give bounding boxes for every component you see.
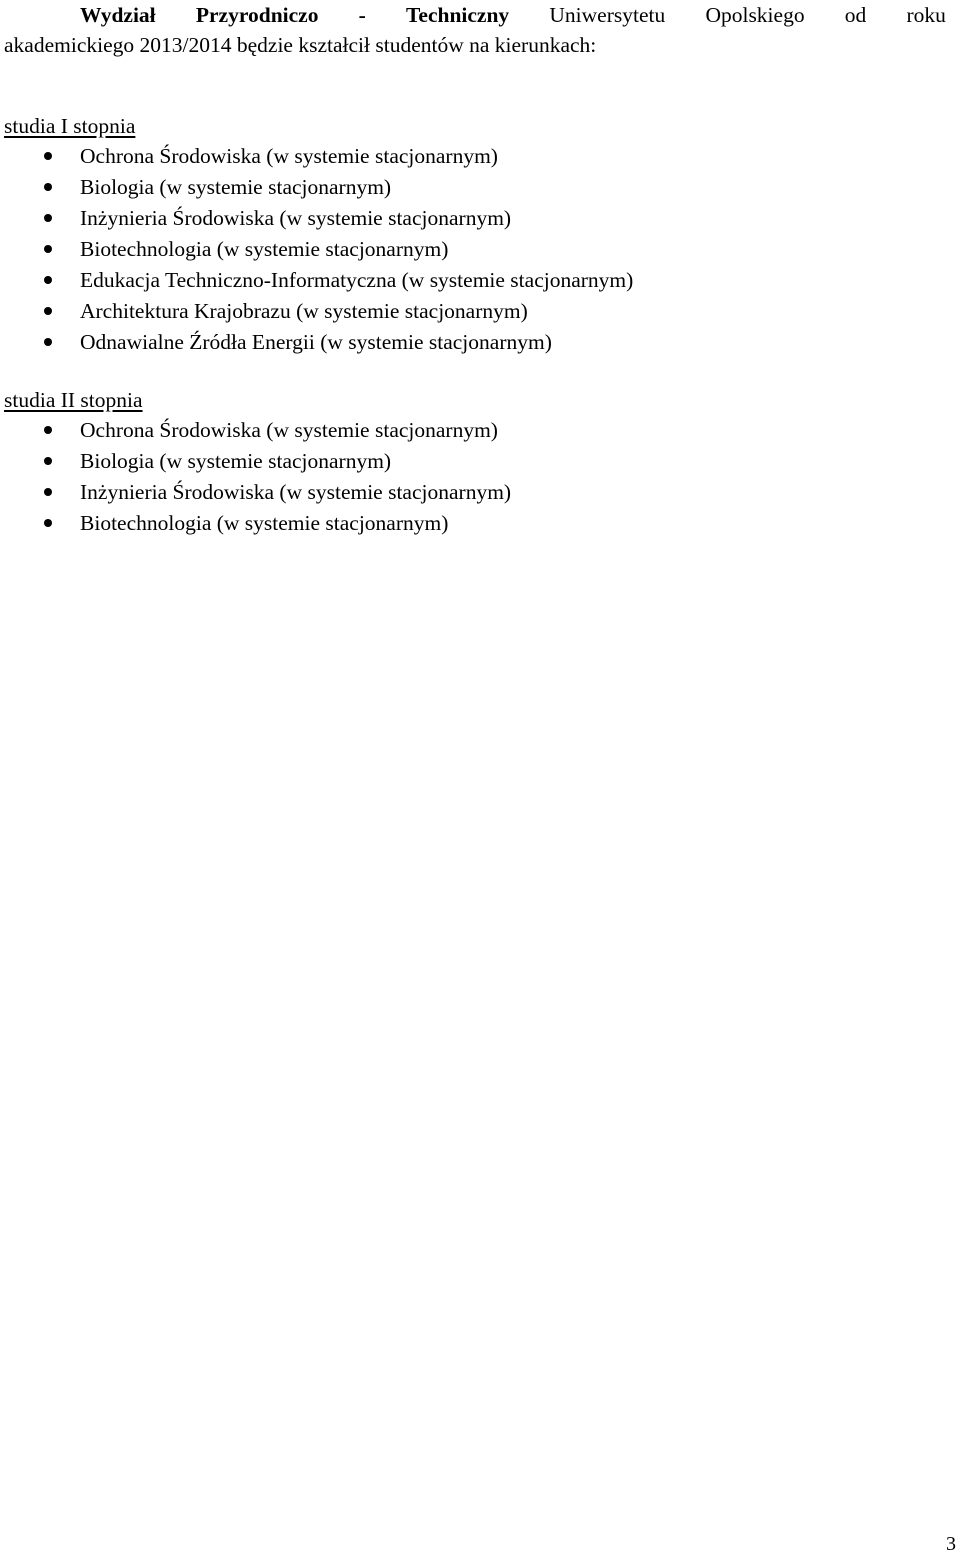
course-name: Ochrona Środowiska (w systemie stacjonarnym)	[80, 144, 498, 168]
intro-word: Uniwersytetu	[549, 3, 666, 27]
course-name: Biologia (w systemie stacjonarnym)	[80, 175, 392, 199]
course-name: Biotechnologia (w systemie stacjonarnym)	[80, 511, 449, 535]
section-first-degree	[4, 111, 944, 358]
section-second-degree	[4, 385, 944, 539]
bullet-icon	[44, 152, 52, 160]
list-item	[4, 203, 944, 234]
list-item	[4, 415, 944, 446]
bullet-icon	[44, 214, 52, 222]
intro-paragraph	[4, 0, 946, 60]
faculty-word: Techniczny	[406, 3, 510, 27]
course-name: Inżynieria Środowiska (w systemie stacjonarnym)	[80, 206, 512, 230]
bullet-icon	[44, 457, 52, 465]
list-item	[4, 446, 944, 477]
section-heading: studia I stopnia	[4, 114, 136, 138]
list-item	[4, 141, 944, 172]
bullet-icon	[44, 488, 52, 496]
course-name: Biotechnologia (w systemie stacjonarnym)	[80, 237, 449, 261]
bullet-icon	[44, 307, 52, 315]
intro-line-2: akademickiego 2013/2014 będzie kształcił studentów na kierunkach:	[4, 33, 597, 57]
faculty-word: -	[358, 3, 366, 27]
page-number: 3	[946, 1533, 956, 1555]
list-item	[4, 296, 944, 327]
section-heading: studia II stopnia	[4, 388, 143, 412]
list-item	[4, 477, 944, 508]
course-name: Edukacja Techniczno-Informatyczna (w systemie stacjonarnym)	[80, 268, 634, 292]
bullet-icon	[44, 245, 52, 253]
course-name: Architektura Krajobrazu (w systemie stacjonarnym)	[80, 299, 528, 323]
faculty-word: Przyrodniczo	[195, 3, 319, 27]
faculty-word: Wydział	[80, 3, 156, 27]
intro-word: od	[844, 3, 867, 27]
list-item	[4, 327, 944, 358]
bullet-icon	[44, 426, 52, 434]
list-item	[4, 172, 944, 203]
course-name: Inżynieria Środowiska (w systemie stacjonarnym)	[80, 480, 512, 504]
intro-word: roku	[906, 3, 946, 27]
bullet-icon	[44, 276, 52, 284]
intro-word: Opolskiego	[705, 3, 805, 27]
course-name: Ochrona Środowiska (w systemie stacjonarnym)	[80, 418, 498, 442]
bullet-icon	[44, 519, 52, 527]
list-item	[4, 508, 944, 539]
course-list	[4, 415, 944, 539]
course-name: Biologia (w systemie stacjonarnym)	[80, 449, 392, 473]
list-item	[4, 234, 944, 265]
course-list	[4, 141, 944, 358]
course-name: Odnawialne Źródła Energii (w systemie stacjonarnym)	[80, 330, 552, 354]
bullet-icon	[44, 338, 52, 346]
intro-line-1	[4, 0, 946, 30]
bullet-icon	[44, 183, 52, 191]
list-item	[4, 265, 944, 296]
